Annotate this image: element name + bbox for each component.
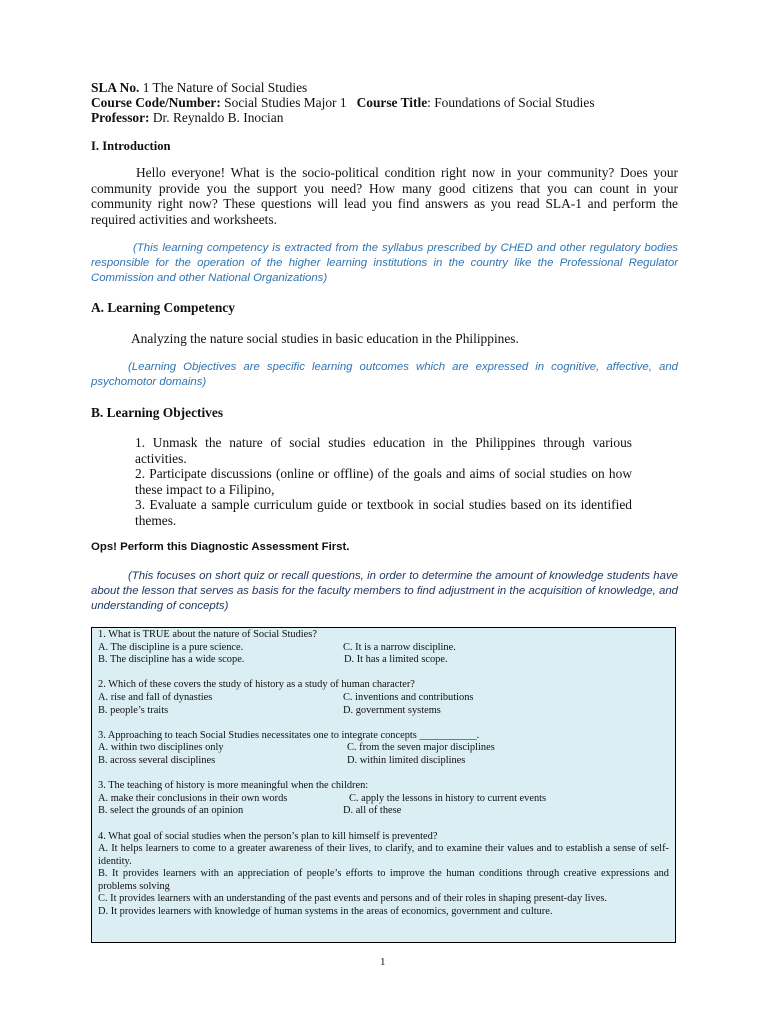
choice-c: C. apply the lessons in history to current events xyxy=(349,792,547,804)
choice-b: B. across several disciplines xyxy=(98,754,216,766)
professor-value: Dr. Reynaldo B. Inocian xyxy=(152,110,284,125)
choice-a: A. rise and fall of dynasties xyxy=(98,691,213,703)
objective-item: 1. Unmask the nature of social studies education in the Philippines through various activities. xyxy=(135,435,632,466)
question-text: 3. The teaching of history is more meaningful when the children: xyxy=(98,780,369,792)
competency-note: (Learning Objectives are specific learning outcomes which are expressed in cognitive, affective, and psychomotor domains) xyxy=(91,361,678,388)
choice-d: D. It provides learners with knowledge of human systems in the areas of economics, government and culture. xyxy=(98,906,553,918)
quiz-question-4 xyxy=(98,780,669,818)
choice-a: A. within two disciplines only xyxy=(98,742,224,754)
introduction-heading: I. Introduction xyxy=(91,139,171,153)
page-number: 1 xyxy=(380,956,386,968)
choice-a: A. It helps learners to come to a greater awareness of their lives, to clarify, and to examine their values and to establish a sense of self-identity. xyxy=(98,843,669,867)
choice-c: C. It is a narrow discipline. xyxy=(343,641,456,653)
choice-d: D. It has a limited scope. xyxy=(344,654,448,666)
sla-label: SLA No. xyxy=(91,80,140,95)
sla-value: 1 The Nature of Social Studies xyxy=(142,80,308,95)
quiz-question-5 xyxy=(98,831,669,919)
choice-d: D. all of these xyxy=(343,805,402,817)
choice-b: B. select the grounds of an opinion xyxy=(98,805,244,817)
objectives-list xyxy=(135,435,632,528)
objectives-heading: B. Learning Objectives xyxy=(91,405,224,420)
choice-c: C. inventions and contributions xyxy=(343,691,474,703)
course-code-value: Social Studies Major 1 xyxy=(224,95,347,110)
choice-d: D. government systems xyxy=(343,704,441,716)
diagnostic-quiz-box xyxy=(91,627,676,943)
course-title-label: Course Title xyxy=(356,95,428,110)
choice-a: A. make their conclusions in their own words xyxy=(98,792,288,804)
quiz-question-1 xyxy=(98,629,669,667)
quiz-question-3 xyxy=(98,730,669,768)
objective-item: 2. Participate discussions (online or offline) of the goals and aims of social studies on how these impact to a Filipino, xyxy=(135,466,632,497)
quiz-question-2 xyxy=(98,679,669,717)
course-code-label: Course Code/Number: xyxy=(91,95,221,110)
choice-b: B. It provides learners with an appreciation of people’s efforts to improve the human conditions through creative expressions and problems solving xyxy=(98,868,669,892)
introduction-note: (This learning competency is extracted from the syllabus prescribed by CHED and other regulatory bodies responsible for the operation of the higher learning institutions in the country like the Professional Regulator Commission and other National Organizations) xyxy=(91,242,678,284)
professor-line xyxy=(91,110,283,125)
question-text: 1. What is TRUE about the nature of Social Studies? xyxy=(98,629,317,640)
professor-label: Professor: xyxy=(91,110,150,125)
choice-b: B. The discipline has a wide scope. xyxy=(98,654,245,666)
objective-item: 3. Evaluate a sample curriculum guide or textbook in social studies based on its identified themes. xyxy=(135,497,632,528)
competency-text: Analyzing the nature social studies in basic education in the Philippines. xyxy=(131,331,519,346)
course-line xyxy=(91,95,595,110)
introduction-paragraph: Hello everyone! What is the socio-political condition right now in your community? Does your community provide you the support you need? How many good citizens that you can count in your community right now? These questions will lead you find answers as you read SLA-1 and perform the required activities and worksheets. xyxy=(91,165,678,227)
question-text: 2. Which of these covers the study of history as a study of human character? xyxy=(98,679,415,691)
diagnostic-heading: Ops! Perform this Diagnostic Assessment First. xyxy=(91,541,350,553)
competency-heading: A. Learning Competency xyxy=(91,300,235,315)
question-text: 4. What goal of social studies when the person’s plan to kill himself is prevented? xyxy=(98,830,438,842)
choice-c: C. from the seven major disciplines xyxy=(347,742,495,754)
course-title-value: : Foundations of Social Studies xyxy=(427,95,595,110)
sla-line xyxy=(91,80,307,95)
choice-b: B. people’s traits xyxy=(98,704,169,716)
choice-c: C. It provides learners with an understanding of the past events and persons and of their roles in shaping present-day lives. xyxy=(98,893,608,905)
question-text: 3. Approaching to teach Social Studies necessitates one to integrate concepts ___________. xyxy=(98,729,480,741)
diagnostic-note: (This focuses on short quiz or recall questions, in order to determine the amount of knowledge students have about the lesson that serves as basis for the faculty members to find adjustment in the acquisition of knowledge, and understanding of concepts) xyxy=(91,570,678,612)
choice-a: A. The discipline is a pure science. xyxy=(98,641,244,653)
choice-d: D. within limited disciplines xyxy=(347,754,466,766)
